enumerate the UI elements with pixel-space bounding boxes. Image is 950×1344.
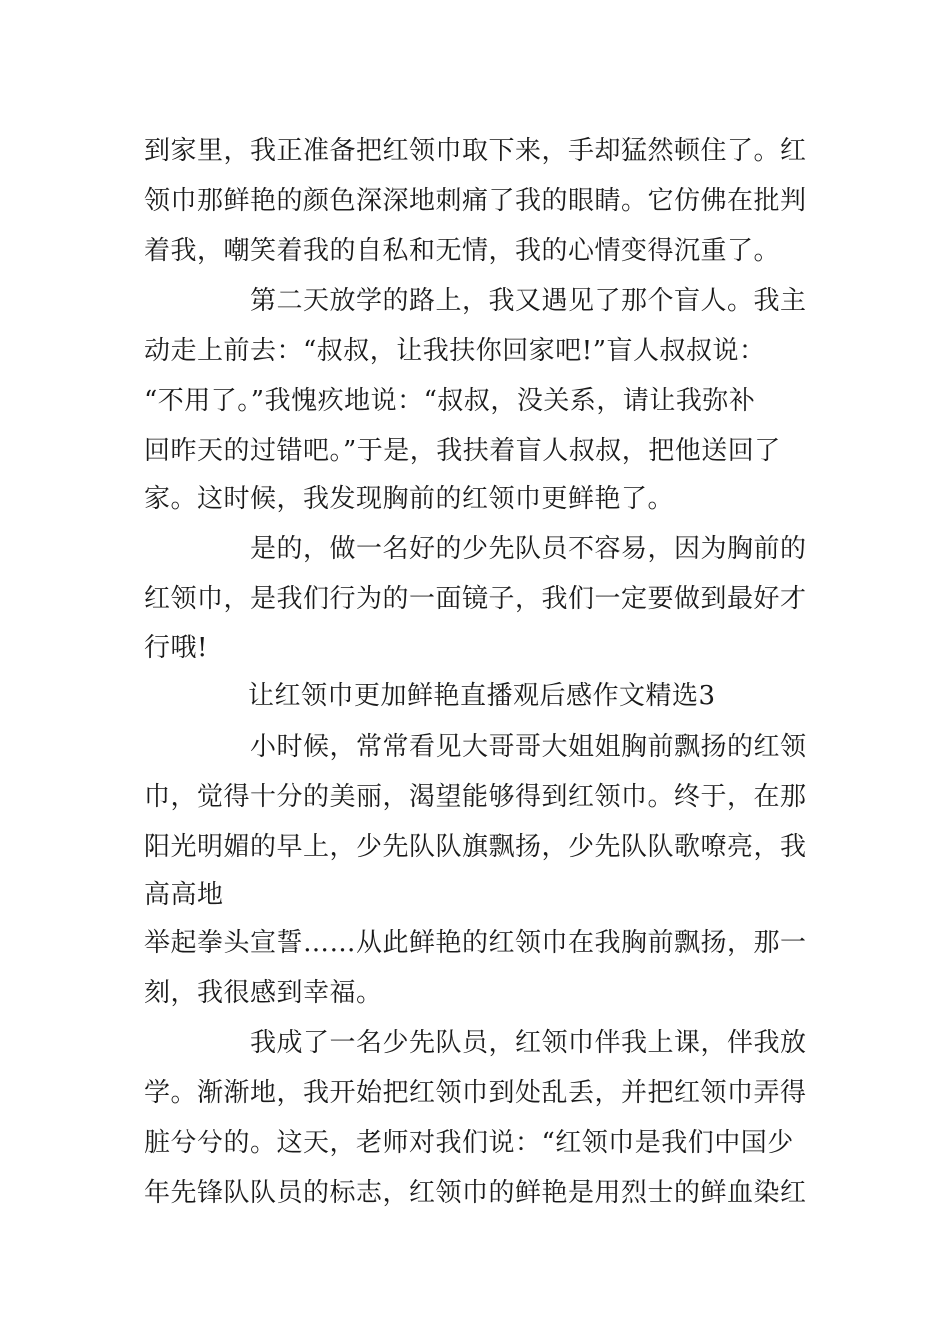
text-line: 巾，觉得十分的美丽，渴望能够得到红领巾。终于，在那 <box>144 782 807 812</box>
text-line: 行哦! <box>144 633 208 663</box>
paragraph-first-line: 小时候，常常看见大哥哥大姐姐胸前飘扬的红领 <box>250 732 807 762</box>
section-title: 让红领巾更加鲜艳直播观后感作文精选3 <box>248 681 716 711</box>
text-line: 脏兮兮的。这天，老师对我们说：“红领巾是我们中国少 <box>144 1128 794 1158</box>
text-line: 领巾那鲜艳的颜色深深地刺痛了我的眼睛。它仿佛在批判 <box>144 186 807 216</box>
text-line: 到家里，我正准备把红领巾取下来，手却猛然顿住了。红 <box>144 136 807 166</box>
text-line: 举起拳头宣誓……从此鲜艳的红领巾在我胸前飘扬，那一 <box>144 928 807 958</box>
text-line: 年先锋队队员的标志，红领巾的鲜艳是用烈士的鲜血染红 <box>144 1178 807 1208</box>
paragraph-first-line: 我成了一名少先队员，红领巾伴我上课，伴我放 <box>250 1028 807 1058</box>
text-line: 高高地 <box>144 880 224 910</box>
text-line: 阳光明媚的早上，少先队队旗飘扬，少先队队歌嘹亮，我 <box>144 832 807 862</box>
paragraph-first-line: 第二天放学的路上，我又遇见了那个盲人。我主 <box>250 286 807 316</box>
text-line: 动走上前去：“叔叔，让我扶你回家吧!”盲人叔叔说： <box>144 336 766 366</box>
text-line: “不用了。”我愧疚地说：“叔叔，没关系，请让我弥补 <box>144 386 756 416</box>
text-line: 回昨天的过错吧。”于是，我扶着盲人叔叔，把他送回了 <box>144 436 781 466</box>
text-line: 着我，嘲笑着我的自私和无情，我的心情变得沉重了。 <box>144 236 781 266</box>
text-line: 学。渐渐地，我开始把红领巾到处乱丢，并把红领巾弄得 <box>144 1078 807 1108</box>
text-line: 家。这时候，我发现胸前的红领巾更鲜艳了。 <box>144 484 675 514</box>
paragraph-first-line: 是的，做一名好的少先队员不容易，因为胸前的 <box>250 534 807 564</box>
text-line: 红领巾，是我们行为的一面镜子，我们一定要做到最好才 <box>144 584 807 614</box>
text-line: 刻，我很感到幸福。 <box>144 978 383 1008</box>
